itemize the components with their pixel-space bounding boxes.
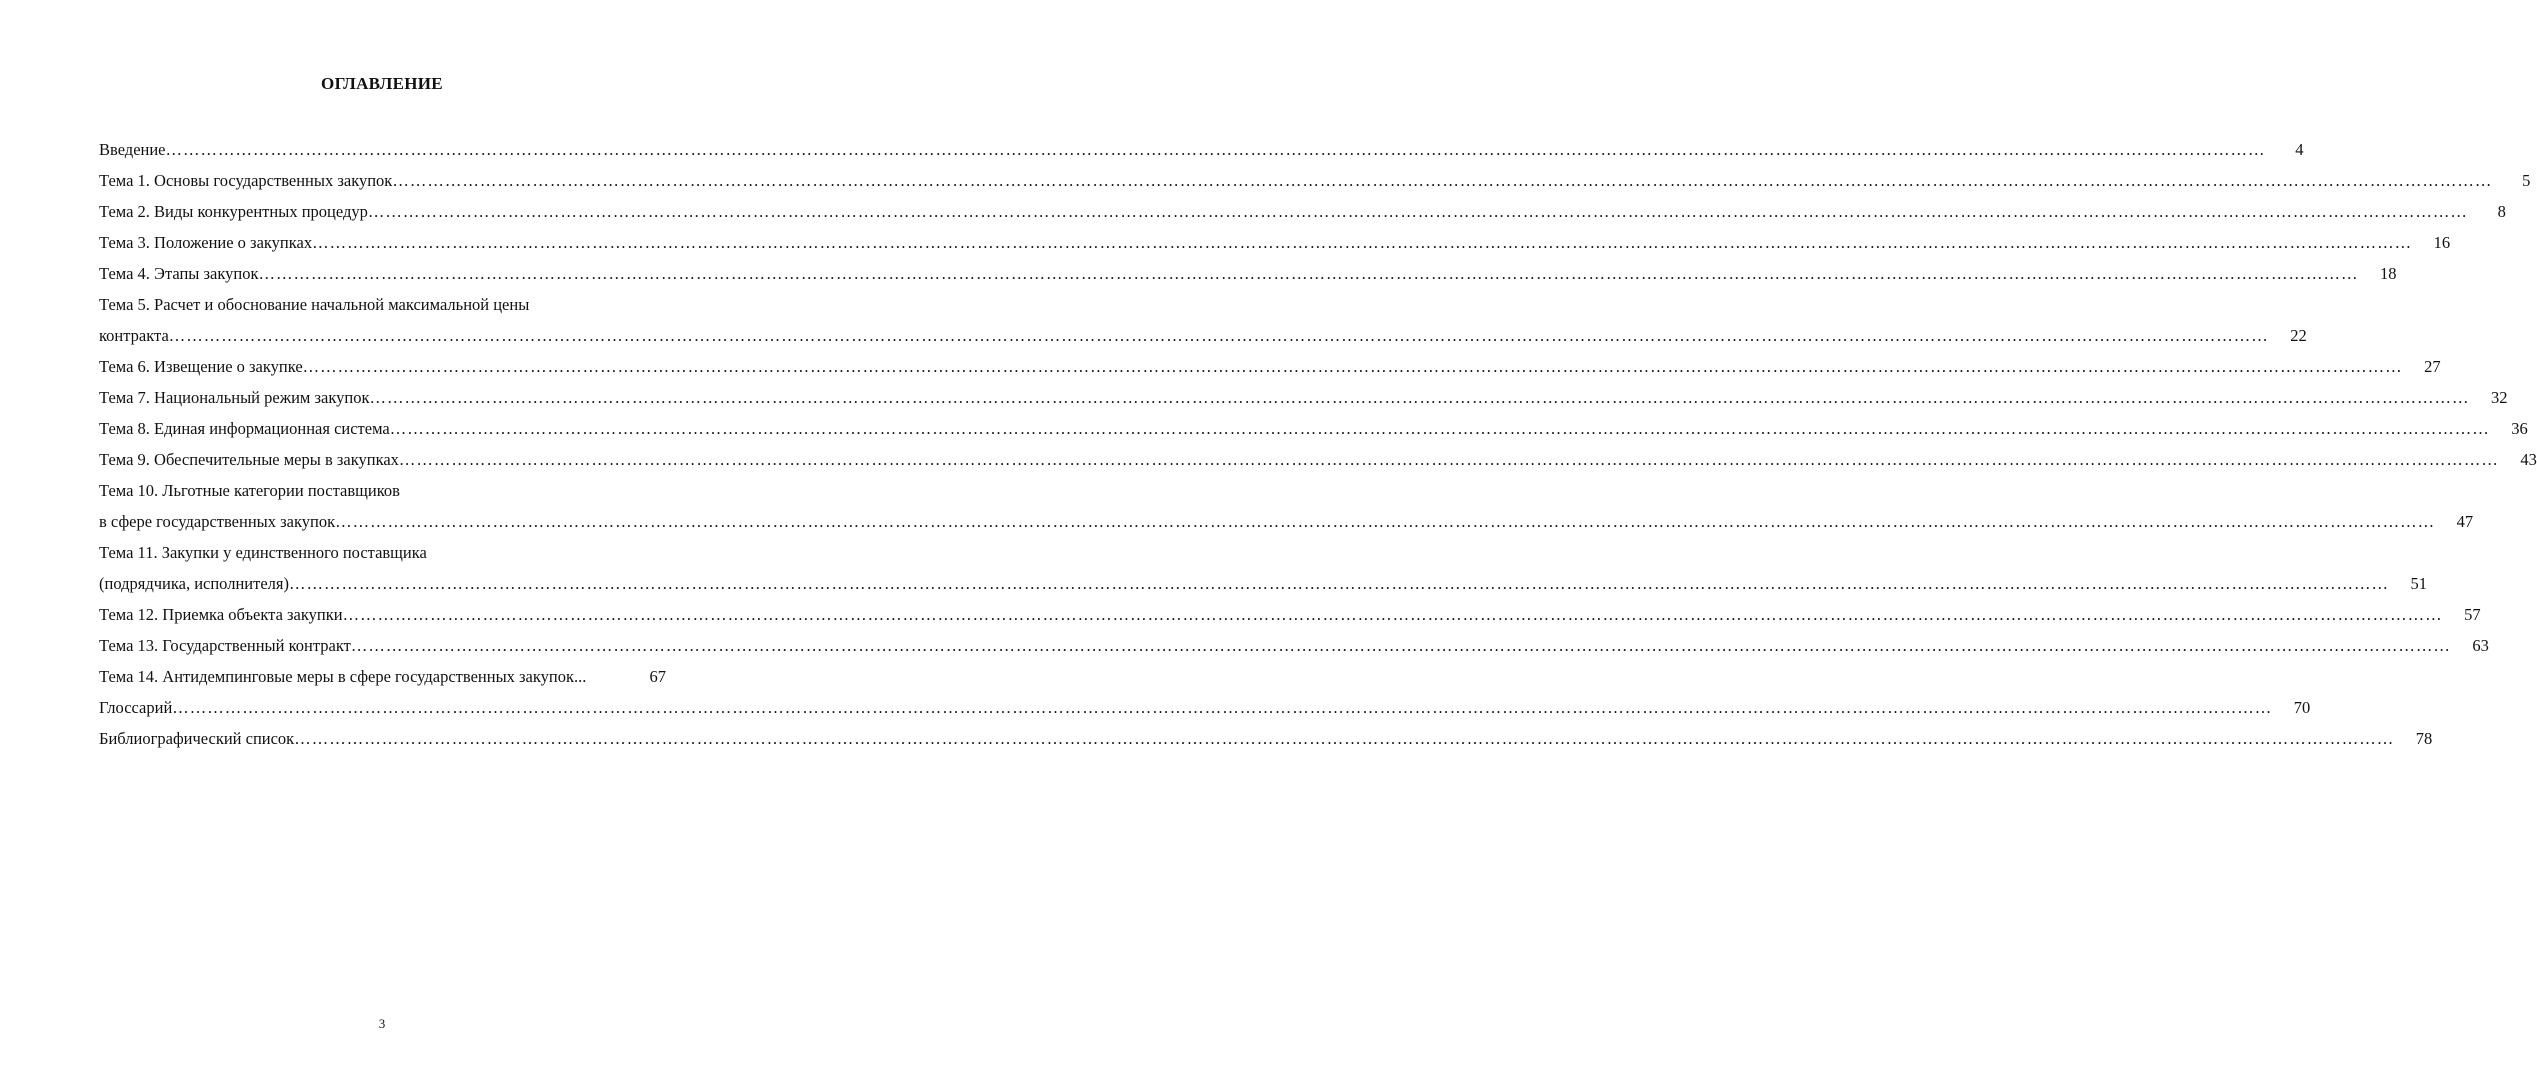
toc-entry xyxy=(99,227,2451,258)
toc-entry-title: Глоссарий xyxy=(99,698,173,717)
toc-leader-dots: ……………………………………………………………………………………………………………………………………………………………………………………………………………………………………………………………………………………………………………………………… xyxy=(168,326,2269,345)
toc-entry-title: Библиографический список xyxy=(99,729,295,748)
toc-entry-title: Тема 8. Единая информационная система xyxy=(99,419,390,438)
toc-leader-dots: ……………………………………………………………………………………………………………………………………………………………………………………………………………………………………………………………………………………………………………………………… xyxy=(369,388,2470,407)
toc-entry-page: 36 xyxy=(2511,419,2528,438)
toc-entry xyxy=(99,289,666,320)
toc-entry xyxy=(99,537,666,568)
toc-entry xyxy=(99,568,2427,599)
toc-entry-page: 16 xyxy=(2433,233,2451,252)
toc-entry-page: 22 xyxy=(2290,326,2307,345)
page-title: ОГЛАВЛЕНИЕ xyxy=(321,74,443,93)
page-number: 3 xyxy=(378,1016,386,1031)
toc-entry-page: 51 xyxy=(2410,574,2427,593)
toc-entry-title: Тема 9. Обеспечительные меры в закупках xyxy=(99,450,399,469)
toc-leader-dots: ……………………………………………………………………………………………………………………………………………………………………………………………………………………………………………………………………………………………………………………………… xyxy=(335,512,2436,531)
toc-entry-page: 78 xyxy=(2415,729,2433,748)
toc-leader-dots: ……………………………………………………………………………………………………………………………………………………………………………………………………………………………………………………………………………………………………………………………… xyxy=(350,636,2451,655)
toc-entry-title: Тема 10. Льготные категории поставщиков xyxy=(99,481,400,500)
toc-entry xyxy=(99,196,2506,227)
toc-entry-title: Тема 12. Приемка объекта закупки xyxy=(99,605,343,624)
table-of-contents xyxy=(99,134,2537,754)
toc-entry-title: Тема 13. Государственный контракт xyxy=(99,636,351,655)
toc-entry xyxy=(99,444,2537,475)
toc-entry-page: 63 xyxy=(2472,636,2489,655)
toc-entry-page: 32 xyxy=(2490,388,2508,407)
toc-leader-dots: ……………………………………………………………………………………………………………………………………………………………………………………………………………………………………………………………………………………………………………………………… xyxy=(367,202,2468,221)
toc-entry-page: 8 xyxy=(2497,202,2506,221)
toc-entry xyxy=(99,692,2311,723)
toc-entry-title: Тема 4. Этапы закупок xyxy=(99,264,259,283)
toc-entry-page: 4 xyxy=(2295,140,2304,159)
toc-entry xyxy=(99,723,2433,754)
toc-entry-title: Тема 1. Основы государственных закупок xyxy=(99,171,393,190)
toc-entry-title: Тема 2. Виды конкурентных процедур xyxy=(99,202,368,221)
toc-entry xyxy=(99,320,2307,351)
toc-entry xyxy=(99,661,666,692)
toc-entry-title: Тема 5. Расчет и обоснование начальной максимальной цены xyxy=(99,295,530,314)
toc-entry xyxy=(99,506,2474,537)
toc-entry-title: Тема 14. Антидемпинговые меры в сфере государственных закупок... xyxy=(99,667,587,686)
toc-leader-dots: ……………………………………………………………………………………………………………………………………………………………………………………………………………………………………………………………………………………………………………………………… xyxy=(389,419,2490,438)
toc-entry-title: в сфере государственных закупок xyxy=(99,512,336,531)
toc-entry xyxy=(99,258,2397,289)
toc-leader-dots: ……………………………………………………………………………………………………………………………………………………………………………………………………………………………………………………………………………………………………………………………… xyxy=(165,140,2266,159)
toc-entry xyxy=(99,413,2528,444)
toc-entry-title: контракта xyxy=(99,326,169,345)
toc-entry xyxy=(99,134,2304,165)
toc-entry-page: 70 xyxy=(2293,698,2311,717)
toc-leader-dots: ……………………………………………………………………………………………………………………………………………………………………………………………………………………………………………………………………………………………………………………………… xyxy=(392,171,2493,190)
toc-entry-title: Тема 6. Извещение о закупке xyxy=(99,357,303,376)
toc-leader-dots: ……………………………………………………………………………………………………………………………………………………………………………………………………………………………………………………………………………………………………………………………… xyxy=(294,729,2395,748)
toc-entry-page: 47 xyxy=(2456,512,2474,531)
toc-leader-dots: ……………………………………………………………………………………………………………………………………………………………………………………………………………………………………………………………………………………………………………………………… xyxy=(302,357,2403,376)
toc-leader-dots: ……………………………………………………………………………………………………………………………………………………………………………………………………………………………………………………………………………………………………………………………… xyxy=(172,698,2273,717)
toc-entry-title: Тема 11. Закупки у единственного поставщика xyxy=(99,543,427,562)
toc-entry-page: 57 xyxy=(2464,605,2481,624)
toc-entry xyxy=(99,382,2508,413)
toc-entry xyxy=(99,630,2489,661)
toc-entry xyxy=(99,599,2481,630)
toc-entry-page: 43 xyxy=(2520,450,2537,469)
toc-entry-page: 5 xyxy=(2522,171,2531,190)
toc-entry xyxy=(99,475,666,506)
toc-entry-title: (подрядчика, исполнителя) xyxy=(99,574,289,593)
toc-leader-dots: ……………………………………………………………………………………………………………………………………………………………………………………………………………………………………………………………………………………………………………………………… xyxy=(258,264,2359,283)
toc-leader-dots: ……………………………………………………………………………………………………………………………………………………………………………………………………………………………………………………………………………………………………………………………… xyxy=(342,605,2443,624)
toc-entry-page: 18 xyxy=(2379,264,2397,283)
toc-leader-dots: ……………………………………………………………………………………………………………………………………………………………………………………………………………………………………………………………………………………………………………………………… xyxy=(398,450,2499,469)
toc-entry xyxy=(99,351,2441,382)
toc-leader-dots: ……………………………………………………………………………………………………………………………………………………………………………………………………………………………………………………………………………………………………………………………… xyxy=(288,574,2389,593)
toc-entry xyxy=(99,165,2531,196)
toc-entry-title: Введение xyxy=(99,140,166,159)
toc-entry-title: Тема 3. Положение о закупках xyxy=(99,233,313,252)
toc-entry-title: Тема 7. Национальный режим закупок xyxy=(99,388,370,407)
toc-entry-page: 67 xyxy=(649,667,666,686)
toc-leader-dots: ……………………………………………………………………………………………………………………………………………………………………………………………………………………………………………………………………………………………………………………………… xyxy=(312,233,2413,252)
toc-entry-page: 27 xyxy=(2424,357,2441,376)
